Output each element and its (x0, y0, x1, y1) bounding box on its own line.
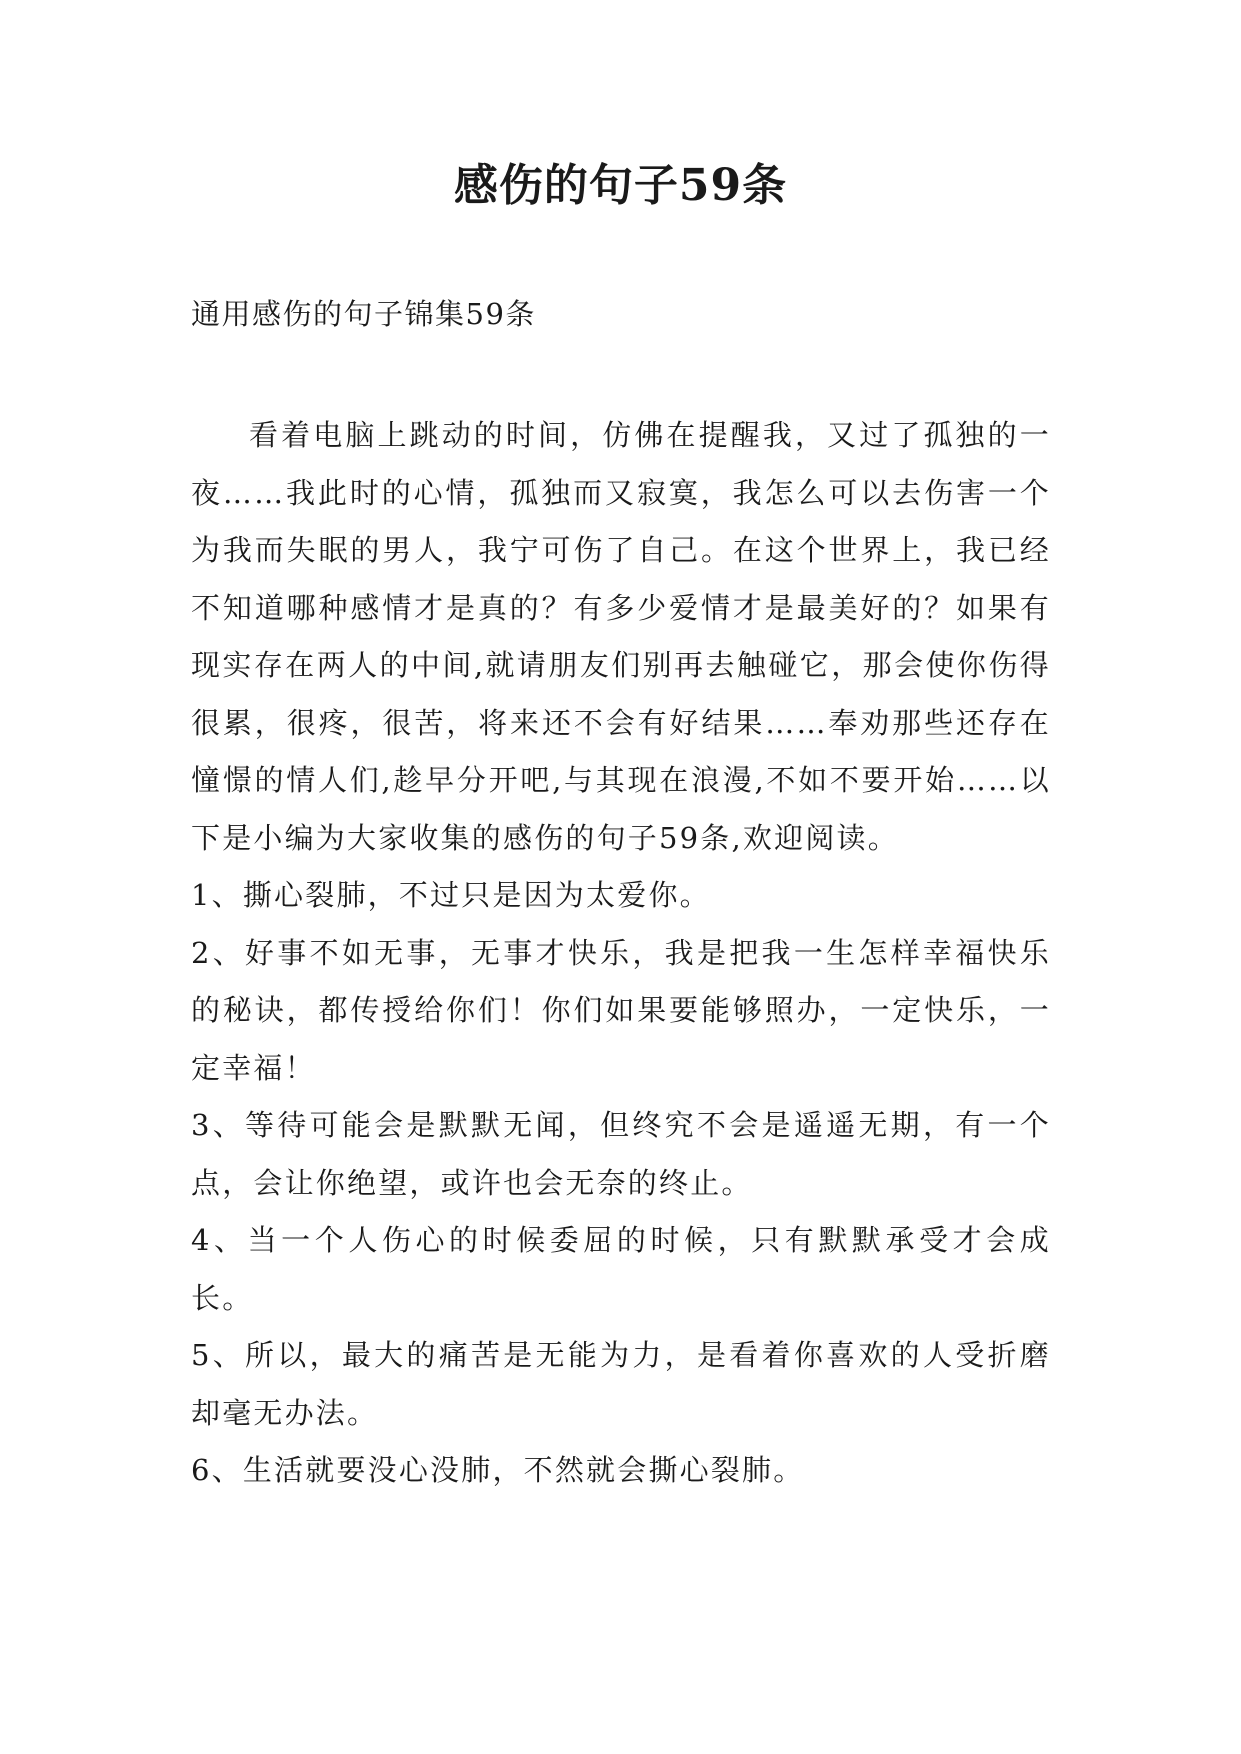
list-item: 6、生活就要没心没肺，不然就会撕心裂肺。 (191, 1453, 805, 1487)
list-item: 3、等待可能会是默默无闻，但终究不会是遥遥无期，有一个点，会让你绝望，或许也会无奈的终止。 (191, 1108, 1051, 1200)
document-title: 感伤的句子59条 (453, 160, 788, 211)
list-item: 4、当一个人伤心的时候委屈的时候，只有默默承受才会成长。 (191, 1223, 1051, 1315)
document-body (191, 407, 1051, 1500)
list-item: 5、所以，最大的痛苦是无能为力，是看着你喜欢的人受折磨却毫无办法。 (191, 1338, 1051, 1430)
intro-paragraph: 看着电脑上跳动的时间，仿佛在提醒我，又过了孤独的一夜……我此时的心情，孤独而又寂寞，我怎么可以去伤害一个为我而失眠的男人，我宁可伤了自己。在这个世界上，我已经不知道哪种感情才是真的？有多少爱情才是最美好的？如果有现实存在两人的中间,就请朋友们别再去触碰它，那会使你伤得很累，很疼，很苦，将来还不会有好结果……奉劝那些还存在憧憬的情人们,趁早分开吧,与其现在浪漫,不如不要开始……以下是小编为大家收集的感伤的句子59条,欢迎阅读。 (191, 418, 1051, 855)
document-subtitle: 通用感伤的句子锦集59条 (191, 297, 536, 331)
list-item: 2、好事不如无事，无事才快乐，我是把我一生怎样幸福快乐的秘诀，都传授给你们！你们如果要能够照办，一定快乐，一定幸福！ (191, 935, 1051, 1085)
list-item: 1、撕心裂肺，不过只是因为太爱你。 (191, 878, 711, 912)
